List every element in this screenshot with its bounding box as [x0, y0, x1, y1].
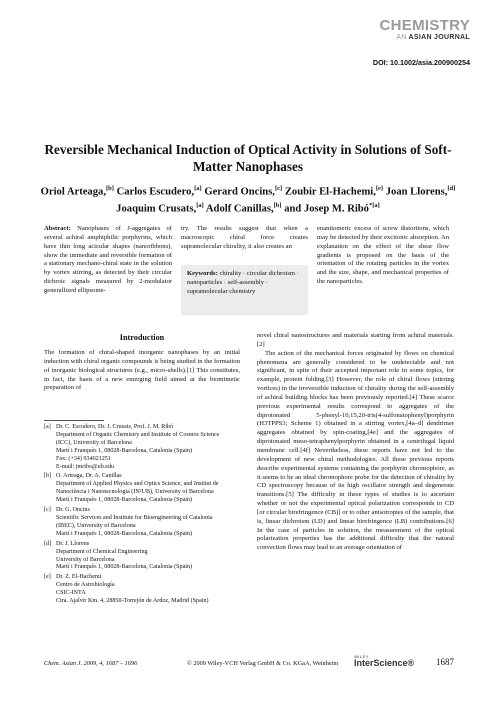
footnote-line: Dr. Z. El-Hachemi	[56, 574, 102, 581]
footnote-line: Fax: (+34) 934021251	[56, 455, 111, 462]
footnote-tag: [e]	[44, 574, 51, 581]
footnote-rule	[44, 420, 104, 421]
footnote-line: Ctra. Ajalvir Km. 4, 28850-Torrejón de Ardoz, Madrid (Spain)	[56, 598, 209, 605]
copyright: © 2009 Wiley-VCH Verlag GmbH & Co. KGaA, Weinheim	[187, 660, 339, 667]
footnote-line: Scientific Services and Institute for Bioengineering of Catalonia	[56, 514, 213, 521]
author-name: Oriol Arteaga,	[40, 186, 106, 198]
footnote-line: Centro de Astrobiología	[56, 582, 115, 589]
footnote-line: Nanociència i Nanotecnologia (IN²UB), University of Barcelona	[56, 489, 214, 496]
affiliation-footnote	[44, 473, 244, 505]
doi[interactable]: DOI: 10.1002/asia.200900254	[372, 58, 470, 67]
author-affiliation-mark: *[a]	[368, 202, 380, 210]
journal-subtitle-prefix: AN	[396, 34, 407, 41]
footnote-tag: [c]	[44, 507, 51, 514]
author-affiliation-mark: [e]	[375, 185, 384, 192]
abstract-column-3	[317, 225, 449, 287]
footnote-line: Department of Applied Physics and Optics Science, and Institut de	[56, 481, 219, 488]
page-number: 1687	[436, 657, 454, 667]
author-affiliation-mark: [a]	[196, 202, 204, 210]
journal-subtitle	[396, 34, 470, 41]
affiliation-footnote	[44, 574, 244, 606]
author-name: Joan Llorens,	[385, 186, 448, 198]
author-affiliation-mark: [b]	[105, 185, 114, 192]
logo-interscience-text: InterScience®	[354, 658, 415, 668]
intro-paragraph	[44, 349, 240, 393]
abstract-column-2	[181, 225, 308, 252]
body-right-column	[257, 332, 454, 553]
author-name: Zoubir El-Hachemi,	[284, 186, 376, 198]
abstract-text-3: enantiomeric excess of screw distortions, which may be detected by their excitonic absorption. An explanation on the effect of the shear flow gradients is proposed on the basis of the orientation of the rotating particles in the vortex and the size, shape, and mechanical properties of the nanoparticles.	[317, 225, 449, 286]
abstract-text-2: try. The results suggest that when a macroscopic chiral force creates supramolecular chirality, it also creates an	[181, 225, 308, 250]
footnote-line: Department of Organic Chemistry and Institute of Cosmos Science	[56, 431, 220, 438]
footnote-line: Dr. J. Llorens	[56, 540, 90, 547]
footnote-line: CSIC-INTA	[56, 590, 86, 597]
author-affiliation-mark: [d]	[447, 185, 456, 192]
footnote-tag: [b]	[44, 473, 52, 480]
affiliation-footnotes	[44, 424, 244, 608]
footnote-tag: [a]	[44, 424, 51, 430]
author-name: Carlos Escudero,	[116, 186, 195, 198]
footnote-line: (ICC), University of Barcelona	[56, 439, 132, 446]
affiliation-footnote	[44, 424, 244, 471]
body-paragraph-2: The action of the mechanical forces originated by flows on chemical phenomena are generally considered to be undetectable and not significant, in spite of their accepted important role in some topics, for example, protein folding.[3] However, the role of chiral flows (stirring vortices) in the irreversible induction of chirality during the self-assembly of achiral building blocks has been previously reported.[4] These scarce previous experimental results correspond to aggregates of the diprotonated 5-phenyl-10,15,20-tris(4-sulfonatophenyl)porphyrin (H3TPPS3; Scheme 1) obtained in a stirring vortex,[4a–d] dendrimer aggregates obtained by spin-coating,[4e] and the aggregates of diprotonated meso-tetraphenylporphyrin obtained in a centrifugal liquid membrane cell.[4f] Nevertheless, these reports have not led to the development of new chiral methodologies. All these previous reports describe experimental systems containing the porphyrin chromophore, as it seems to be an ideal chromophore probe for the detection of chirality by CD spectroscopy because of its high oscillator strength and degenerate transitions.[5] The difficulty in these types of studies is to ascertain whether or not the experimental optical polarization corresponds to CD [or circular birefringence (CB)] or to other anisotropies of the sample, that is, linear dichroism (LD) and linear birefringence (LB) contributions.[6] In the case of particles in solution, the measurement of the optical polarization properties has the additional difficulty that the natural convection flows may lead to an average orientation of	[257, 349, 454, 552]
journal-subtitle-rest: ASIAN JOURNAL	[406, 34, 470, 41]
affiliation-footnote	[44, 507, 244, 539]
author-list	[40, 182, 456, 216]
footnote-line: Dr. C. Escudero, Dr. J. Crusats, Prof. J. M. Ribó	[56, 424, 174, 430]
footnote-line: Martí i Franquès 1, 08028-Barcelona, Catalonia (Spain)	[56, 530, 193, 537]
body-paragraph-1: novel chiral nanostructures and materials starting from achiral materials.[2]	[257, 332, 454, 348]
citation: Chem. Asian J. 2009, 4, 1687 – 1696	[44, 660, 138, 667]
footnote-line: Martí i Franquès 1, 08028-Barcelona, Catalonia (Spain)	[56, 447, 193, 454]
footnote-line: O. Arteaga, Dr. A. Canillas	[56, 473, 122, 480]
footnote-line: Dr. G. Oncins	[56, 507, 90, 514]
intro-text: The formation of chiral-shaped inorganic nanophases by an initial induction with chiral organic compounds is being studied in the formation of inorganic biological structures (e.g., micro-shells).[1] This constitutes, in fact, the basis of a new emerging field aimed at the biomimetic preparation of	[44, 349, 240, 392]
footnote-line: Martí i Franquès 1, 08028-Barcelona, Catalonia (Spain)	[56, 497, 193, 504]
keywords-text: chirality · circular dichroism · nanoparticles · self-assembly · supramolecular chemistry	[187, 270, 299, 295]
journal-name: CHEMISTRY	[379, 17, 470, 34]
author-name: Adolf Canillas,	[205, 203, 274, 215]
author-affiliation-mark: [a]	[194, 185, 202, 192]
author-affiliation-mark: [b]	[273, 202, 282, 210]
author-name: Joaquim Crusats,	[116, 203, 197, 215]
author-name: and Josep M. Ribó	[284, 203, 369, 215]
abstract-label: Abstract:	[44, 225, 71, 232]
abstract-text-1: Nanophases of J-aggregates of several achiral amphiphilic porphyrins, which have thin long acicular shapes (nanoribbons), show the immediate and reversible formation of a stationary mechano-chiral state in the solution by vortex stirring, as detected by their circular dichroic signals measured by 2-modulator generallized ellipsome-	[44, 225, 172, 294]
affiliation-footnote	[44, 541, 244, 573]
logo-wiley-text: WILEY	[354, 654, 369, 659]
article-title: Reversible Mechanical Induction of Optical Activity in Solutions of Soft-Matter Nanophases	[44, 142, 452, 174]
footnote-tag: [d]	[44, 540, 52, 547]
author-name: Gerard Oncins,	[204, 186, 275, 198]
footnote-line: University of Barcelona	[56, 556, 115, 563]
footnote-line: (IBEC), University of Barcelona	[56, 522, 136, 529]
footnote-line: Department of Chemical Engineering	[56, 548, 148, 555]
footnote-line: Martí i Franquès 1, 08028-Barcelona, Catalonia (Spain)	[56, 564, 193, 571]
keywords-box	[181, 265, 308, 315]
footnote-line[interactable]: E-mail: jmribo@ub.edu	[56, 463, 115, 470]
abstract-column-1	[44, 225, 172, 296]
interscience-logo	[354, 654, 414, 668]
keywords-label: Keywords:	[187, 270, 218, 277]
introduction-heading: Introduction	[119, 333, 165, 342]
author-affiliation-mark: [c]	[274, 185, 283, 192]
